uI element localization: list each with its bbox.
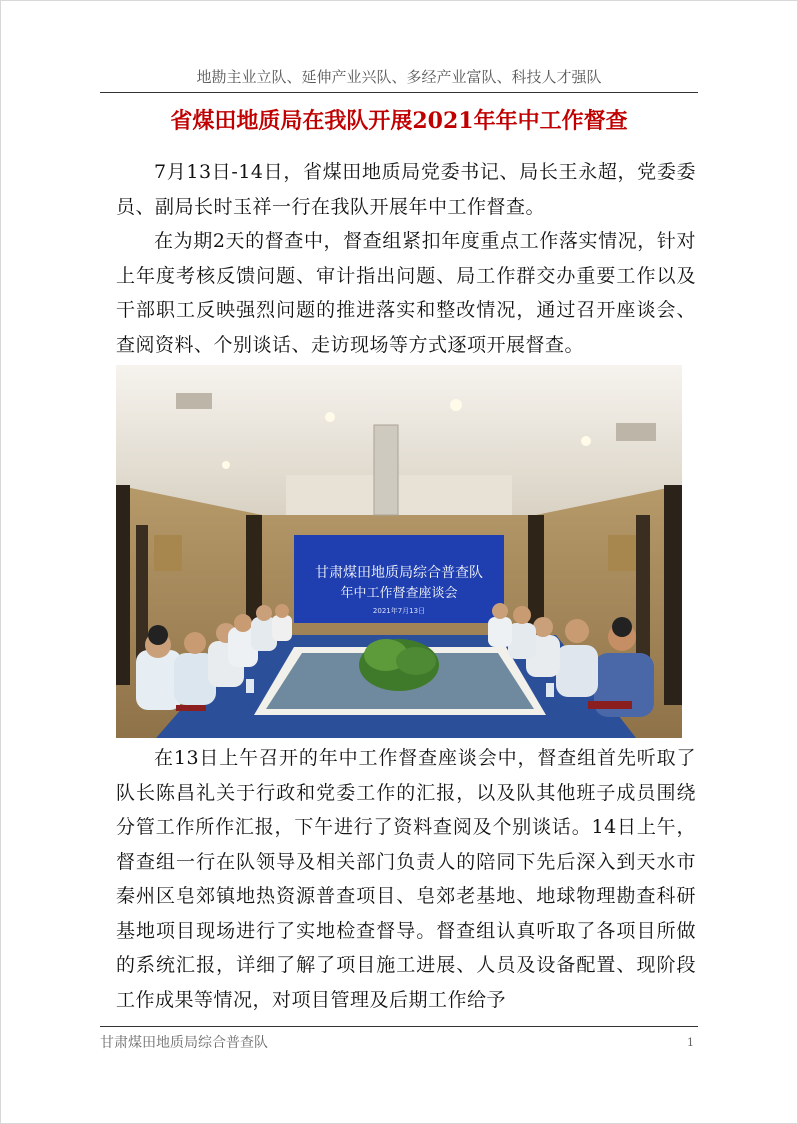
page-number: 1 [687, 1036, 694, 1049]
header-divider [100, 92, 698, 93]
banner-date-text: 2021年7月13日 [372, 607, 426, 615]
meeting-photo [116, 365, 682, 738]
footer-divider [100, 1026, 698, 1027]
paragraph-1: 7月13日-14日，省煤田地质局党委书记、局长王永超，党委委员、副局长时玉祥一行在我队开展年中工作督查。 [116, 161, 696, 218]
article-title: 省煤田地质局在我队开展2021年年中工作督查 [170, 108, 628, 134]
ceiling-panel [286, 475, 512, 515]
page-header-motto: 地勘主业立队、延伸产业兴队、多经产业富队、科技人才强队 [196, 68, 602, 86]
paragraph-3: 在13日上午召开的年中工作督查座谈会中，督查组首先听取了队长陈昌礼关于行政和党委工作的汇报，以及队其他班子成员围绕分管工作所作汇报，下午进行了资料查阅及个别谈话。14日上午，督查组一行在队领导及相关部门负责人的陪同下先后深入到天水市秦州区皂郊镇地热资源普查项目、皂郊老基地、地球物理勘查科研基地项目现场进行了实地检查督导。督查组认真听取了各项目所做的系统汇报，详细了解了项目施工进展、人员及设备配置、现阶段工作成果等情况，对项目管理及后期工作给予 [116, 747, 696, 1011]
paragraph-2: 在为期2天的督查中，督查组紧扣年度重点工作落实情况，针对上年度考核反馈问题、审计指出问题、局工作群交办重要工作以及干部职工反映强烈问题的推进落实和整改情况，通过召开座谈会、查阅资料、个别谈话、走访现场等方式逐项开展督查。 [116, 230, 696, 356]
banner-title-text: 甘肃煤田地质局综合普查队 [315, 565, 483, 581]
banner-subtitle-text: 年中工作督查座谈会 [340, 586, 458, 601]
footer-org-name: 甘肃煤田地质局综合普查队 [100, 1035, 268, 1051]
